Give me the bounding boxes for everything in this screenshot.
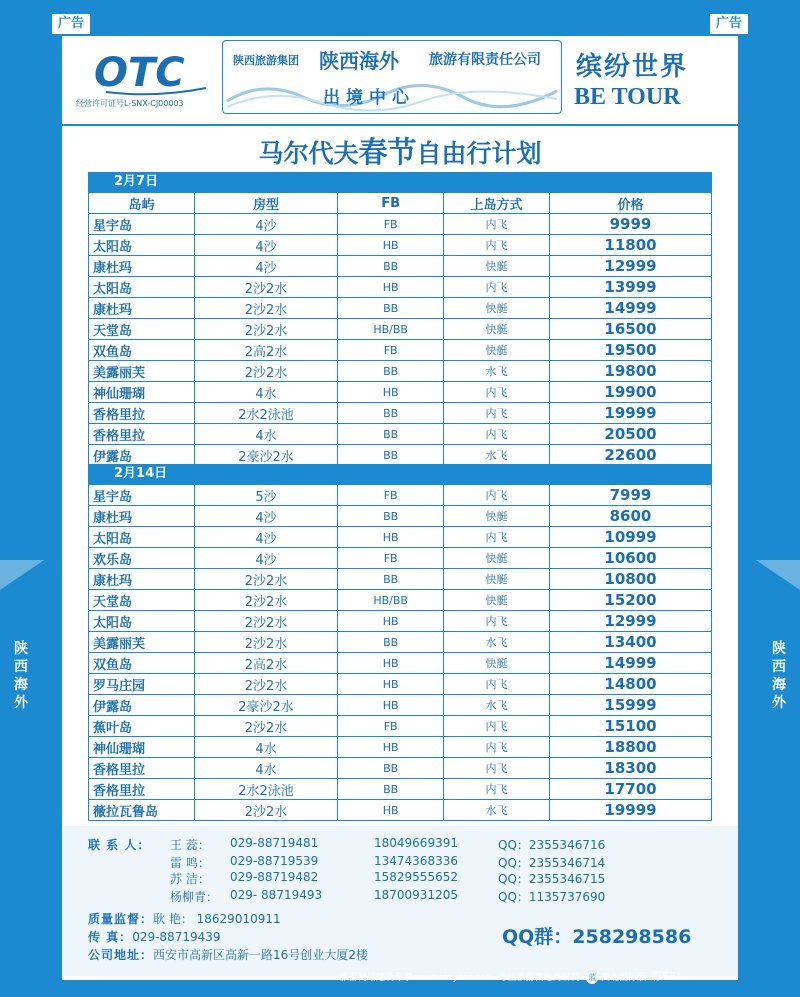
contact-qq: QQ：2355346716 [498, 838, 606, 852]
header-divider [62, 124, 738, 126]
price-cell: 19999 [550, 800, 712, 821]
side-wedge-right [756, 560, 800, 590]
table-row [89, 758, 712, 779]
table-row [89, 361, 712, 382]
transfer-cell: 内飞 [444, 382, 550, 403]
be-tour-en: BE TOUR [574, 84, 681, 110]
price-cell: 12999 [550, 256, 712, 277]
board-cell: HB [338, 737, 444, 758]
room-type-cell: 2沙2水 [194, 298, 337, 319]
group-name: 陕西旅游集团 [233, 54, 299, 67]
table-row [89, 737, 712, 758]
col-island: 岛屿 [89, 193, 195, 214]
board-cell: HB/BB [338, 590, 444, 611]
contact-phone: 029-88719481 [230, 836, 319, 850]
island-cell: 太阳岛 [89, 235, 195, 256]
price-cell: 12999 [550, 611, 712, 632]
transfer-cell: 内飞 [444, 611, 550, 632]
col-fb: FB [338, 193, 444, 214]
board-cell: HB [338, 611, 444, 632]
board-cell: BB [338, 256, 444, 277]
transfer-cell: 水飞 [444, 361, 550, 382]
transfer-cell: 快艇 [444, 590, 550, 611]
transfer-cell: 快艇 [444, 298, 550, 319]
island-cell: 太阳岛 [89, 277, 195, 298]
island-cell: 星宇岛 [89, 485, 195, 506]
room-type-cell: 2豪沙2水 [194, 445, 337, 466]
table-row [89, 653, 712, 674]
license-number: 经营许可证号L-SNX-CJ00003 [76, 99, 184, 108]
contact-qq: QQ：1135737690 [498, 890, 606, 904]
price-cell: 13999 [550, 277, 712, 298]
island-cell: 伊露岛 [89, 695, 195, 716]
contact-phone: 029- 88719493 [230, 888, 323, 902]
room-type-cell: 2沙2水 [194, 319, 337, 340]
table-row [89, 382, 712, 403]
price-cell: 14999 [550, 653, 712, 674]
side-wedge-left [0, 560, 44, 590]
room-type-cell: 4沙 [194, 214, 337, 235]
room-type-cell: 2沙2水 [194, 361, 337, 382]
table-row [89, 632, 712, 653]
svg-text:OTC: OTC [94, 50, 185, 96]
table-row [89, 716, 712, 737]
island-cell: 薇拉瓦鲁岛 [89, 800, 195, 821]
room-type-cell: 4水 [194, 382, 337, 403]
price-cell: 19800 [550, 361, 712, 382]
table-row [89, 340, 712, 361]
price-cell: 10999 [550, 527, 712, 548]
island-cell: 美露丽芙 [89, 361, 195, 382]
side-label-left: 陕 西 海 外 [14, 641, 28, 711]
table-row [89, 611, 712, 632]
room-type-cell: 2沙2水 [194, 800, 337, 821]
fax-line: 传 真：029-88719439 [88, 930, 221, 944]
table-row [89, 695, 712, 716]
board-cell: FB [338, 716, 444, 737]
room-type-cell: 4水 [194, 424, 337, 445]
island-cell: 康杜玛 [89, 506, 195, 527]
island-cell: 伊露岛 [89, 445, 195, 466]
room-type-cell: 2沙2水 [194, 632, 337, 653]
board-cell: BB [338, 569, 444, 590]
price-cell: 14800 [550, 674, 712, 695]
header-center-box [222, 40, 562, 114]
board-cell: BB [338, 424, 444, 445]
price-table-feb7 [88, 172, 712, 466]
transfer-cell: 内飞 [444, 235, 550, 256]
island-cell: 太阳岛 [89, 527, 195, 548]
price-cell: 7999 [550, 485, 712, 506]
board-cell: BB [338, 361, 444, 382]
table-row [89, 277, 712, 298]
island-cell: 香格里拉 [89, 424, 195, 445]
table-row [89, 569, 712, 590]
price-cell: 9999 [550, 214, 712, 235]
contact-block [62, 826, 738, 976]
table-row [89, 424, 712, 445]
contact-mobile: 15829555652 [374, 870, 458, 884]
island-cell: 天堂岛 [89, 590, 195, 611]
transfer-cell: 内飞 [444, 674, 550, 695]
board-cell: HB/BB [338, 319, 444, 340]
brand-name: 陕西海外 [319, 49, 399, 73]
board-cell: BB [338, 632, 444, 653]
table-row [89, 485, 712, 506]
transfer-cell: 内飞 [444, 403, 550, 424]
transfer-cell: 快艇 [444, 548, 550, 569]
price-cell: 15100 [550, 716, 712, 737]
island-cell: 香格里拉 [89, 779, 195, 800]
contact-phone: 029-88719482 [230, 870, 319, 884]
transfer-cell: 水飞 [444, 445, 550, 466]
price-cell: 15200 [550, 590, 712, 611]
transfer-cell: 快艇 [444, 340, 550, 361]
island-cell: 香格里拉 [89, 758, 195, 779]
board-cell: BB [338, 403, 444, 424]
col-room: 房型 [194, 193, 337, 214]
table-row [89, 445, 712, 466]
board-cell: HB [338, 382, 444, 403]
room-type-cell: 2豪沙2水 [194, 695, 337, 716]
island-cell: 康杜玛 [89, 298, 195, 319]
table-row [89, 298, 712, 319]
island-cell: 香格里拉 [89, 403, 195, 424]
room-type-cell: 4沙 [194, 256, 337, 277]
transfer-cell: 内飞 [444, 716, 550, 737]
price-cell: 18300 [550, 758, 712, 779]
price-cell: 15999 [550, 695, 712, 716]
transfer-cell: 快艇 [444, 256, 550, 277]
island-cell: 康杜玛 [89, 256, 195, 277]
transfer-cell: 内飞 [444, 277, 550, 298]
table-row [89, 674, 712, 695]
transfer-cell: 快艇 [444, 653, 550, 674]
transfer-cell: 内飞 [444, 758, 550, 779]
board-cell: BB [338, 445, 444, 466]
contact-mobile: 18049669391 [374, 836, 458, 850]
island-cell: 罗马庄园 [89, 674, 195, 695]
transfer-cell: 内飞 [444, 214, 550, 235]
transfer-cell: 水飞 [444, 695, 550, 716]
price-cell: 17700 [550, 779, 712, 800]
room-type-cell: 5沙 [194, 485, 337, 506]
transfer-cell: 快艇 [444, 569, 550, 590]
price-table-feb14 [88, 464, 712, 821]
table-row [89, 590, 712, 611]
table-row [89, 235, 712, 256]
room-type-cell: 2沙2水 [194, 569, 337, 590]
table-row [89, 256, 712, 277]
table-row [89, 319, 712, 340]
transfer-cell: 水飞 [444, 800, 550, 821]
board-cell: FB [338, 485, 444, 506]
contact-qq: QQ：2355346714 [498, 856, 606, 870]
room-type-cell: 2沙2水 [194, 716, 337, 737]
table-row [89, 527, 712, 548]
transfer-cell: 内飞 [444, 737, 550, 758]
table-row [89, 548, 712, 569]
room-type-cell: 4沙 [194, 506, 337, 527]
table-row [89, 506, 712, 527]
contact-mobile: 13474368336 [374, 854, 458, 868]
island-cell: 康杜玛 [89, 569, 195, 590]
room-type-cell: 4沙 [194, 235, 337, 256]
contact-name: 雷 鸣： [170, 856, 210, 870]
room-type-cell: 4沙 [194, 548, 337, 569]
department-name: 出境中心 [323, 88, 415, 108]
room-type-cell: 4沙 [194, 527, 337, 548]
island-cell: 双鱼岛 [89, 653, 195, 674]
board-cell: BB [338, 506, 444, 527]
price-cell: 18800 [550, 737, 712, 758]
island-cell: 美露丽芙 [89, 632, 195, 653]
table-row [89, 779, 712, 800]
contact-qq: QQ：2355346715 [498, 872, 606, 886]
board-cell: HB [338, 235, 444, 256]
room-type-cell: 4水 [194, 758, 337, 779]
island-cell: 神仙珊瑚 [89, 737, 195, 758]
island-cell: 双鱼岛 [89, 340, 195, 361]
room-type-cell: 4水 [194, 737, 337, 758]
room-type-cell: 2水2泳池 [194, 403, 337, 424]
price-cell: 13400 [550, 632, 712, 653]
room-type-cell: 2沙2水 [194, 590, 337, 611]
room-type-cell: 2高2水 [194, 340, 337, 361]
be-tour-cn: 缤纷世界 [576, 52, 689, 82]
company-name: 旅游有限责任公司 [429, 52, 541, 68]
island-cell: 欢乐岛 [89, 548, 195, 569]
price-cell: 8600 [550, 506, 712, 527]
board-cell: FB [338, 340, 444, 361]
ad-tag-right: 广告 [710, 14, 748, 34]
ad-tag-left: 广告 [52, 14, 90, 34]
board-cell: HB [338, 674, 444, 695]
table-row [89, 800, 712, 821]
board-cell: HB [338, 277, 444, 298]
price-cell: 11800 [550, 235, 712, 256]
island-cell: 星宇岛 [89, 214, 195, 235]
price-cell: 16500 [550, 319, 712, 340]
address-line: 公司地址：西安市高新区高新一路16号创业大厦2楼 [88, 948, 368, 962]
contact-name: 杨柳青： [170, 890, 219, 904]
col-price: 价格 [550, 193, 712, 214]
transfer-cell: 内飞 [444, 485, 550, 506]
price-cell: 19500 [550, 340, 712, 361]
board-cell: HB [338, 695, 444, 716]
table-row [89, 403, 712, 424]
page-footer: 旅游网站建设专家 www.xinyour.net 专注旅游微电商研发 蓝 西北国际版 彩53 [340, 970, 677, 983]
price-cell: 19900 [550, 382, 712, 403]
board-cell: HB [338, 800, 444, 821]
room-type-cell: 2沙2水 [194, 674, 337, 695]
room-type-cell: 2沙2水 [194, 277, 337, 298]
price-cell: 14999 [550, 298, 712, 319]
section-date: 2月7日 [88, 172, 712, 192]
board-cell: FB [338, 214, 444, 235]
board-cell: BB [338, 758, 444, 779]
transfer-cell: 水飞 [444, 632, 550, 653]
contact-mobile: 18700931205 [374, 888, 458, 902]
side-label-right: 陕 西 海 外 [772, 641, 786, 711]
table-row [89, 214, 712, 235]
section-date: 2月14日 [88, 464, 712, 484]
island-cell: 天堂岛 [89, 319, 195, 340]
qq-group: QQ群：258298586 [502, 926, 692, 948]
contact-name: 苏 洁： [170, 872, 210, 886]
transfer-cell: 内飞 [444, 779, 550, 800]
transfer-cell: 快艇 [444, 319, 550, 340]
room-type-cell: 2水2泳池 [194, 779, 337, 800]
island-cell: 神仙珊瑚 [89, 382, 195, 403]
flyer-panel [62, 36, 738, 980]
transfer-cell: 内飞 [444, 424, 550, 445]
board-cell: HB [338, 527, 444, 548]
contact-phone: 029-88719539 [230, 854, 319, 868]
transfer-cell: 内飞 [444, 527, 550, 548]
page-title: 马尔代夫春节自由行计划 [258, 135, 542, 169]
footer-badge: 蓝 [588, 973, 597, 982]
transfer-cell: 快艇 [444, 506, 550, 527]
contact-name: 王 蕊： [170, 838, 210, 852]
col-transfer: 上岛方式 [444, 193, 550, 214]
room-type-cell: 2沙2水 [194, 611, 337, 632]
room-type-cell: 2高2水 [194, 653, 337, 674]
island-cell: 太阳岛 [89, 611, 195, 632]
contact-label: 联 系 人： [88, 838, 151, 852]
price-cell: 10800 [550, 569, 712, 590]
board-cell: BB [338, 298, 444, 319]
island-cell: 蕉叶岛 [89, 716, 195, 737]
board-cell: BB [338, 779, 444, 800]
price-cell: 10600 [550, 548, 712, 569]
board-cell: HB [338, 653, 444, 674]
price-cell: 19999 [550, 403, 712, 424]
supervisor-line: 质量监督：耿 艳： 18629010911 [88, 912, 281, 926]
board-cell: FB [338, 548, 444, 569]
table-header-row [89, 193, 712, 214]
price-cell: 20500 [550, 424, 712, 445]
price-cell: 22600 [550, 445, 712, 466]
